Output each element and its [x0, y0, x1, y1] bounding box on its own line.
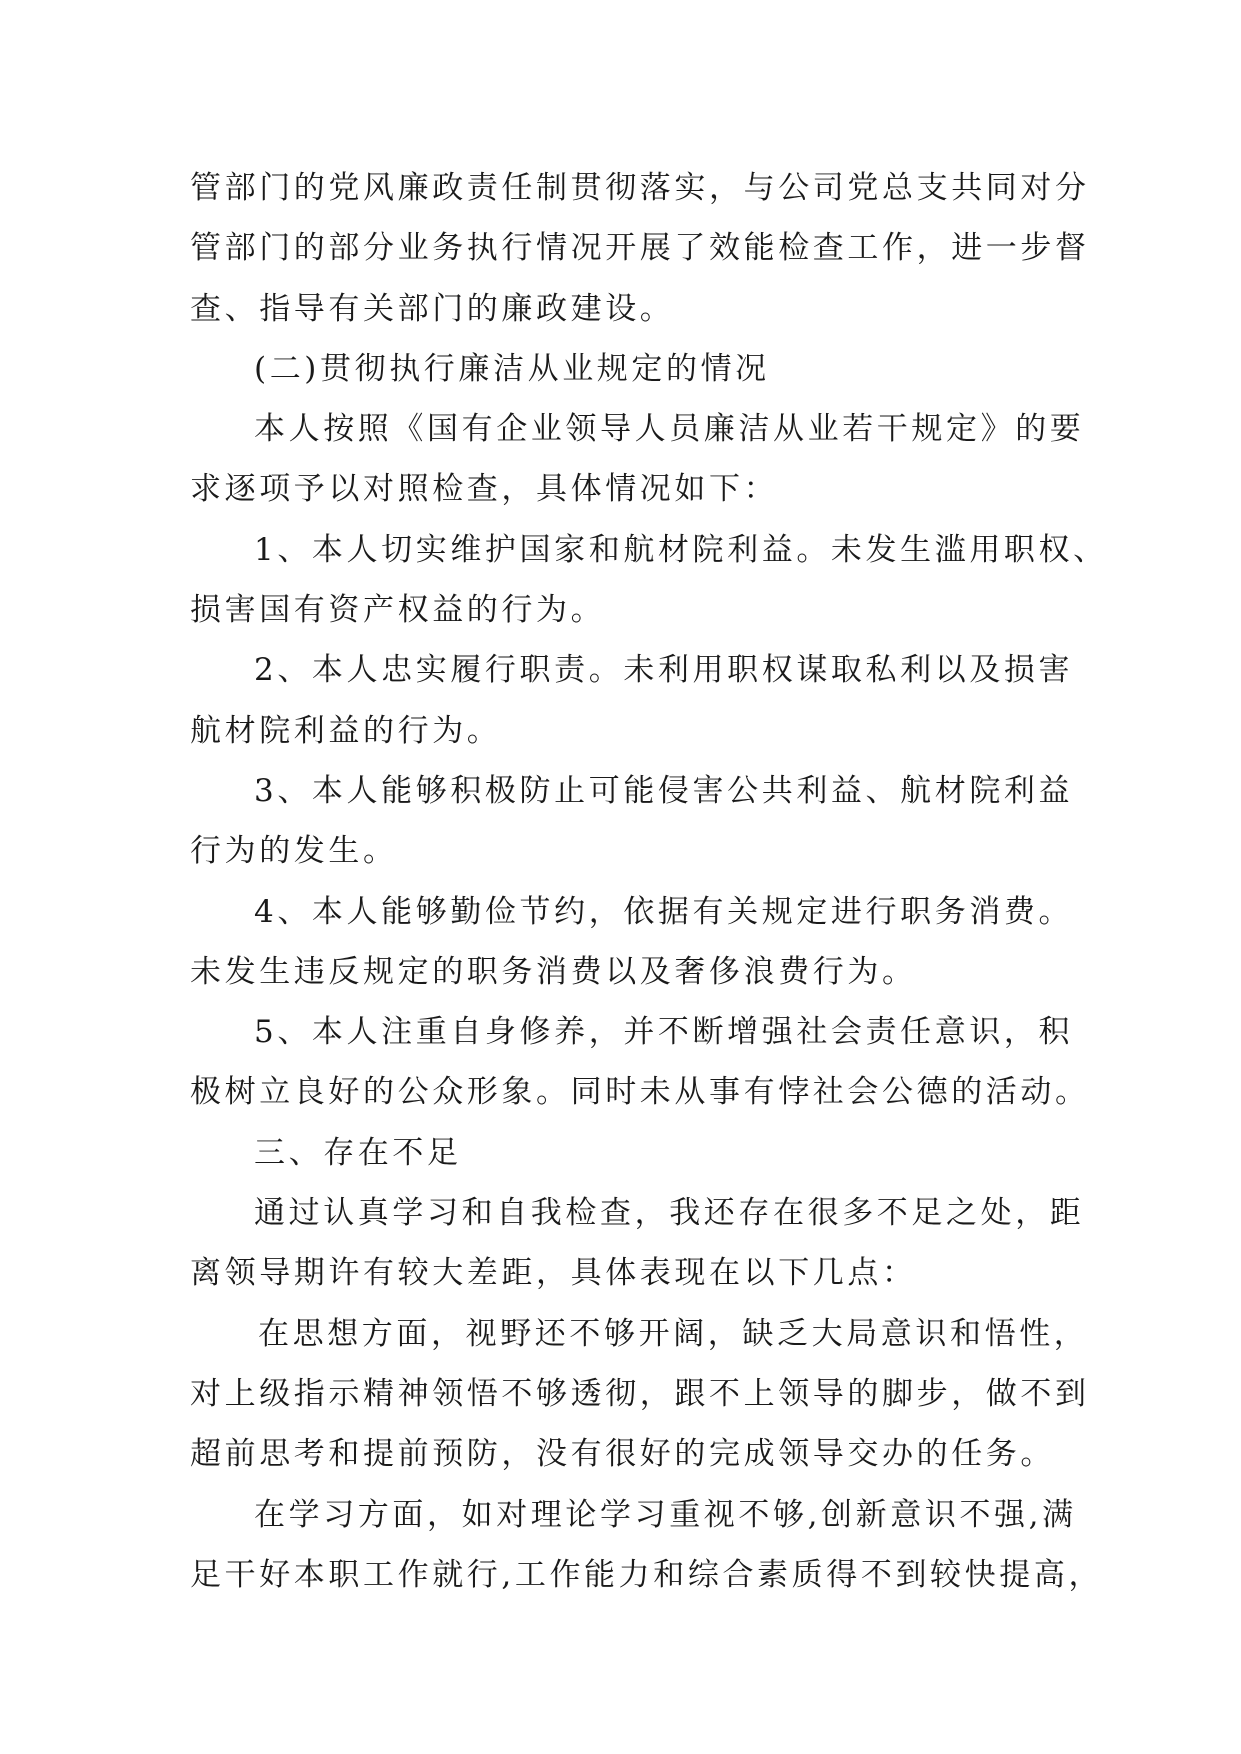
text-line: 极树立良好的公众形象。同时未从事有悖社会公德的活动。: [190, 1074, 1090, 1111]
text-line: 管部门的部分业务执行情况开展了效能检查工作，进一步督: [190, 230, 1090, 267]
text-line: 航材院利益的行为。: [190, 712, 502, 749]
text-line: 对上级指示精神领悟不够透彻，跟不上领导的脚步，做不到: [190, 1375, 1090, 1412]
list-item-line: 5、本人注重自身修养，并不断增强社会责任意识，积: [254, 1014, 1074, 1051]
text-line: 未发生违反规定的职务消费以及奢侈浪费行为。: [190, 953, 917, 990]
list-item-line: 3、本人能够积极防止可能侵害公共利益、航材院利益: [254, 772, 1074, 809]
section-heading: 三、存在不足: [254, 1134, 462, 1171]
text-line: 损害国有资产权益的行为。: [190, 592, 606, 629]
text-line: 本人按照《国有企业领导人员廉洁从业若干规定》的要: [254, 411, 1085, 448]
text-line: 通过认真学习和自我检查，我还存在很多不足之处，距: [254, 1195, 1085, 1232]
text-line: 在思想方面，视野还不够开阔，缺乏大局意识和悟性，: [258, 1315, 1089, 1352]
list-item-line: 2、本人忠实履行职责。未利用职权谋取私利以及损害: [254, 652, 1074, 689]
section-heading: (二)贯彻执行廉洁从业规定的情况: [254, 350, 770, 387]
list-item-line: 4、本人能够勤俭节约，依据有关规定进行职务消费。: [254, 893, 1074, 930]
list-item-line: 1、本人切实维护国家和航材院利益。未发生滥用职权、: [254, 531, 1108, 568]
document-body: [190, 158, 1108, 1605]
text-line: 求逐项予以对照检查，具体情况如下：: [190, 471, 779, 508]
text-line: 行为的发生。: [190, 833, 398, 870]
text-line: 足干好本职工作就行,工作能力和综合素质得不到较快提高，: [190, 1556, 1104, 1593]
text-line: 管部门的党风廉政责任制贯彻落实，与公司党总支共同对分: [190, 170, 1090, 206]
text-line: 超前思考和提前预防，没有很好的完成领导交办的任务。: [190, 1436, 1055, 1473]
text-line: 离领导期许有较大差距，具体表现在以下几点：: [190, 1255, 917, 1292]
text-line: 在学习方面，如对理论学习重视不够,创新意识不强,满: [254, 1496, 1077, 1533]
text-line: 查、指导有关部门的廉政建设。: [190, 290, 675, 327]
